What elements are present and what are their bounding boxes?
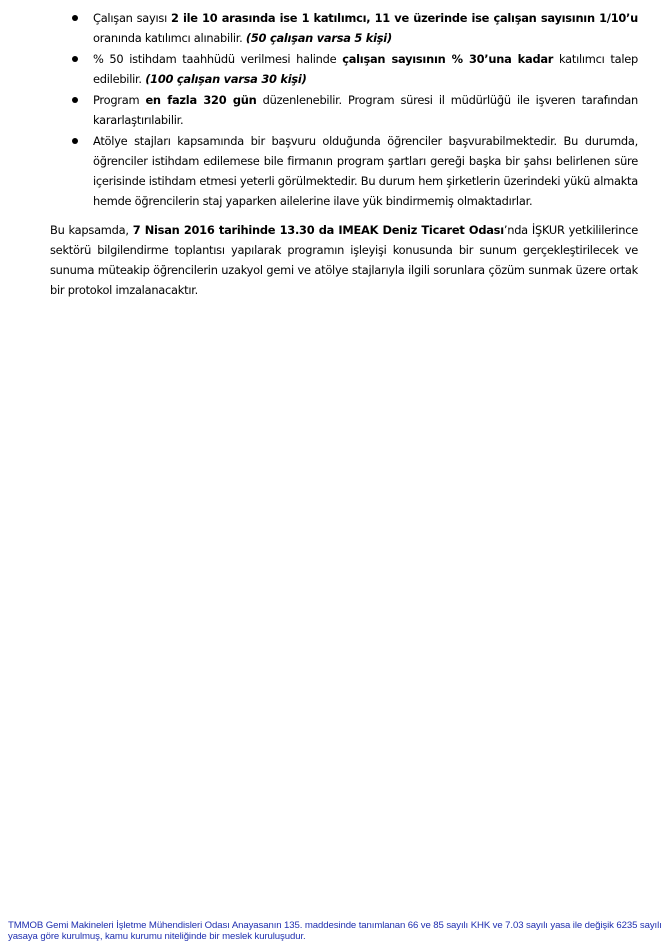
item-text: Atölye stajları kapsamında bir başvuru olduğunda öğrenciler başvurabilmektedir. Bu durumda, öğrenciler istihdam edilemese bile firmanın program şartları gereği başka bir şahsı belirlenen süre içerisinde istihdam etmesi yeterli görülmektedir. Bu durum hem şirketlerin üzerindeki yükü almakta hemde öğrencilerin staj yaparken ailelerine ilave yük bindirmemiş olmaktadırlar. [93,134,638,208]
bullet-icon [72,15,78,21]
bullet-icon [72,56,78,62]
item-text: oranında katılımcı alınabilir. [93,31,246,45]
body-paragraph [50,220,638,300]
list-item [70,90,638,130]
bullet-icon [72,138,78,144]
item-text: katılımcı talep edilebilir. [93,52,638,86]
paragraph-bold-text: 7 Nisan 2016 tarihinde 13.30 da IMEAK Deniz Ticaret Odası [132,223,504,237]
bullet-icon [72,97,78,103]
paragraph-text: ’nda İŞKUR yetkililerince sektörü bilgilendirme toplantısı yapılarak programın işleyişi konusunda bir sunum gerçekleştirilecek ve sunuma müteakip öğrencilerin uzakyol gemi ve atölye stajlarıyla ilgili sorunlara çözüm sunmak üzere ortak bir protokol imzalanacaktır. [50,223,638,297]
page-footer: TMMOB Gemi Makineleri İşletme Mühendisleri Odası Anayasanın 135. maddesinde tanımlanan 66 ve 85 sayılı KHK ve 7.03 sayılı yasa ile değişik 6235 sayılı yasaya göre kurulmuş, kamu kurumu niteliğinde bir meslek kuruluşudur. [8,920,662,942]
item-text: düzenlenebilir. Program süresi il müdürlüğü ile işveren tarafından kararlaştırılabilir. [93,93,638,127]
list-item [70,8,638,48]
list-item [70,131,638,211]
item-text: Program [93,93,146,107]
list-item [70,49,638,89]
item-example-text: (100 çalışan varsa 30 kişi) [145,72,307,86]
item-example-text: (50 çalışan varsa 5 kişi) [245,31,392,45]
item-bold-text: 2 ile 10 arasında ise 1 katılımcı, 11 ve üzerinde ise çalışan sayısının 1/10’u [170,11,638,25]
item-text: Çalışan sayısı [93,11,171,25]
paragraph-text: Bu kapsamda, [50,223,133,237]
item-text: % 50 istihdam taahhüdü verilmesi halinde [93,52,343,66]
bullet-list [70,8,638,212]
item-bold-text: en fazla 320 gün [145,93,257,107]
item-bold-text: çalışan sayısının % 30’una kadar [342,52,554,66]
